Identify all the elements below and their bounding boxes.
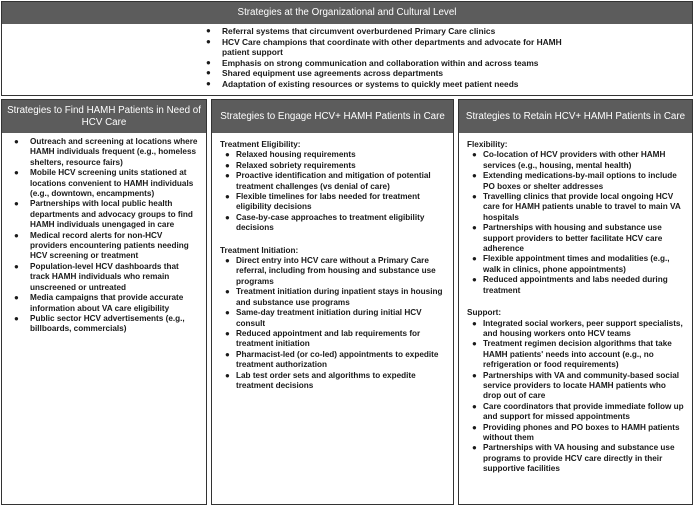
- initiation-strategy-item-text: Lab test order sets and algorithms to expedite treatment decisions: [236, 370, 416, 390]
- bullet-icon: ●: [472, 275, 477, 285]
- find-strategy-item: [10, 293, 200, 314]
- organizational-strategy-item: [202, 58, 562, 69]
- bullet-icon: ●: [472, 150, 477, 160]
- support-strategy-item: [467, 339, 686, 370]
- find-strategy-item-text: Population-level HCV dashboards that track HAMH individuals who remain unscreened or untreated: [30, 261, 179, 292]
- initiation-strategy-item: [220, 371, 447, 392]
- eligibility-strategy-item: [220, 171, 447, 192]
- treatment-eligibility-list: [220, 150, 447, 233]
- initiation-strategy-item-text: Treatment initiation during inpatient stays in housing and substance use programs: [236, 287, 443, 307]
- initiation-strategy-item: [220, 256, 447, 287]
- support-strategy-item: [467, 443, 686, 474]
- bullet-icon: ●: [472, 370, 477, 380]
- eligibility-strategy-item-text: Relaxed housing requirements: [236, 150, 356, 160]
- bullet-icon: ●: [225, 192, 230, 202]
- treatment-initiation-heading: Treatment Initiation:: [220, 245, 299, 255]
- find-patients-title: Strategies to Find HAMH Patients in Need of HCV Care: [2, 100, 206, 133]
- retain-patients-box: [458, 99, 693, 505]
- flexibility-strategy-item-text: Partnerships with housing and substance use support providers to better facilitate HCV care adherence: [483, 223, 663, 254]
- bullet-icon: ●: [225, 287, 230, 297]
- flexibility-strategy-item: [467, 150, 686, 171]
- bullet-icon: ●: [472, 254, 477, 264]
- initiation-strategy-item: [220, 350, 447, 371]
- organizational-strategy-item: [202, 79, 562, 90]
- organizational-strategy-item-text: HCV Care champions that coordinate with other departments and advocate for HAMH patient support: [222, 36, 562, 58]
- eligibility-strategy-item: [220, 161, 447, 171]
- organizational-strategy-item-text: Emphasis on strong communication and collaboration within and across teams: [222, 57, 539, 68]
- flexibility-list: [467, 150, 686, 296]
- organizational-level-box: [1, 1, 693, 96]
- eligibility-strategy-item-text: Flexible timelines for labs needed for treatment eligibility decisions: [236, 192, 420, 212]
- bullet-icon: ●: [14, 230, 19, 240]
- find-strategy-item-text: Medical record alerts for non-HCV providers encountering patients needing HCV screening or treatment: [30, 230, 189, 261]
- bullet-icon: ●: [225, 150, 230, 160]
- treatment-eligibility-heading: Treatment Eligibility:: [220, 140, 301, 149]
- flexibility-strategy-item-text: Flexible appointment times and modalities (e.g., walk in clinics, phone appointments): [483, 254, 670, 274]
- engage-patients-title: Strategies to Engage HCV+ HAMH Patients in Care: [212, 100, 453, 133]
- eligibility-strategy-item: [220, 192, 447, 213]
- organizational-strategy-item-text: Adaptation of existing resources or systems to quickly meet patient needs: [222, 78, 519, 89]
- bullet-icon: ●: [225, 212, 230, 222]
- organizational-strategy-item-text: Shared equipment use agreements across departments: [222, 68, 444, 79]
- bullet-icon: ●: [14, 137, 19, 146]
- flexibility-strategy-item: [467, 192, 686, 223]
- organizational-list: [2, 26, 692, 90]
- initiation-strategy-item: [220, 308, 447, 329]
- bullet-icon: ●: [225, 328, 230, 338]
- eligibility-strategy-item-text: Proactive identification and mitigation of potential treatment challenges (vs denial of care): [236, 171, 431, 191]
- flexibility-strategy-item-text: Extending medications-by-mail options to include PO boxes or shelter addresses: [483, 171, 677, 191]
- support-strategy-item-text: Partnerships with VA housing and substance use programs to provide HCV care directly in their supportive facilities: [483, 443, 675, 474]
- initiation-strategy-item: [220, 287, 447, 308]
- bullet-icon: ●: [14, 199, 19, 209]
- initiation-strategy-item-text: Pharmacist-led (or co-led) appointments to expedite treatment authorization: [236, 349, 439, 370]
- flexibility-strategy-item-text: Co-location of HCV providers with other HAMH services (e.g., housing, mental health): [483, 150, 666, 170]
- retain-patients-title: Strategies to Retain HCV+ HAMH Patients in Care: [459, 100, 692, 133]
- eligibility-strategy-item-text: Relaxed sobriety requirements: [236, 160, 356, 170]
- bullet-icon: ●: [206, 57, 211, 67]
- initiation-strategy-item-text: Same-day treatment initiation during initial HCV consult: [236, 308, 422, 328]
- support-strategy-item-text: Treatment regimen decision algorithms that take HAMH patients' needs into account (e.g., no refrigeration or food requirements): [483, 339, 672, 370]
- support-strategy-item: [467, 371, 686, 402]
- organizational-strategy-item: [202, 37, 562, 58]
- eligibility-strategy-item: [220, 150, 447, 160]
- organizational-level-title: Strategies at the Organizational and Cultural Level: [2, 2, 692, 24]
- organizational-strategy-item: [202, 68, 562, 79]
- bullet-icon: ●: [472, 318, 477, 328]
- bullet-icon: ●: [472, 443, 477, 453]
- flexibility-strategy-item: [467, 275, 686, 296]
- flexibility-strategy-item: [467, 223, 686, 254]
- support-strategy-item: [467, 402, 686, 423]
- find-patients-box: [1, 99, 207, 505]
- bullet-icon: ●: [206, 68, 211, 78]
- find-strategy-item: [10, 137, 200, 168]
- find-strategy-item-text: Partnerships with local public health departments and advocacy groups to find HAMH individuals unengaged in care: [30, 199, 193, 230]
- support-strategy-item: [467, 319, 686, 340]
- support-strategy-item-text: Providing phones and PO boxes to HAMH patients without them: [483, 422, 680, 442]
- support-strategy-item-text: Care coordinators that provide immediate follow up and support for missed appointments: [483, 401, 684, 422]
- bullet-icon: ●: [206, 26, 211, 35]
- find-strategy-item-text: Media campaigns that provide accurate information about VA care eligibility: [30, 293, 184, 313]
- find-strategy-item: [10, 168, 200, 199]
- flexibility-strategy-item: [467, 171, 686, 192]
- bullet-icon: ●: [225, 160, 230, 170]
- flexibility-strategy-item: [467, 254, 686, 275]
- bullet-icon: ●: [472, 192, 477, 202]
- support-heading: Support:: [467, 308, 502, 318]
- bullet-icon: ●: [225, 171, 230, 181]
- bullet-icon: ●: [14, 261, 19, 271]
- support-strategy-item-text: Partnerships with VA and community-based social service providers to locate HAMH patients who drop out of care: [483, 370, 680, 401]
- find-strategy-item: [10, 262, 200, 293]
- bullet-icon: ●: [472, 401, 477, 411]
- eligibility-strategy-item: [220, 213, 447, 234]
- support-strategy-item: [467, 423, 686, 444]
- support-list: [467, 319, 686, 475]
- bullet-icon: ●: [472, 171, 477, 181]
- find-strategy-item-text: Public sector HCV advertisements (e.g., billboards, commercials): [30, 313, 185, 334]
- find-strategy-item: [10, 231, 200, 262]
- support-strategy-item-text: Integrated social workers, peer support specialists, and housing workers onto HCV teams: [483, 318, 683, 338]
- find-strategy-item-text: Outreach and screening at locations where HAMH individuals frequent (e.g., homeless shelters, resource fairs): [30, 137, 198, 167]
- bullet-icon: ●: [206, 36, 211, 46]
- treatment-initiation-list: [220, 256, 447, 391]
- eligibility-strategy-item-text: Case-by-case approaches to treatment eligibility decisions: [236, 212, 425, 233]
- find-strategy-item: [10, 199, 200, 230]
- initiation-strategy-item-text: Reduced appointment and lab requirements for treatment initiation: [236, 328, 421, 349]
- flexibility-strategy-item-text: Travelling clinics that provide local ongoing HCV care for HAMH patients unable to travel to main VA hospitals: [483, 192, 681, 222]
- organizational-strategy-item-text: Referral systems that circumvent overburdened Primary Care clinics: [222, 26, 496, 36]
- bullet-icon: ●: [225, 256, 230, 266]
- find-strategy-item: [10, 314, 200, 335]
- find-strategy-item-text: Mobile HCV screening units stationed at locations convenient to HAMH individuals (e.g., downtown, encampments): [30, 168, 194, 199]
- find-patients-list: [10, 137, 200, 335]
- bullet-icon: ●: [206, 78, 211, 88]
- flexibility-heading: Flexibility:: [467, 140, 508, 149]
- initiation-strategy-item-text: Direct entry into HCV care without a Primary Care referral, including from housing and substance use programs: [236, 256, 436, 286]
- bullet-icon: ●: [14, 293, 19, 303]
- bullet-icon: ●: [225, 308, 230, 318]
- bullet-icon: ●: [225, 349, 230, 359]
- bullet-icon: ●: [14, 168, 19, 178]
- bullet-icon: ●: [472, 422, 477, 432]
- bullet-icon: ●: [472, 223, 477, 233]
- bullet-icon: ●: [14, 313, 19, 323]
- engage-patients-box: [211, 99, 454, 505]
- bullet-icon: ●: [225, 370, 230, 380]
- flexibility-strategy-item-text: Reduced appointments and labs needed during treatment: [483, 275, 668, 295]
- initiation-strategy-item: [220, 329, 447, 350]
- bullet-icon: ●: [472, 339, 477, 349]
- organizational-strategy-item: [202, 26, 562, 37]
